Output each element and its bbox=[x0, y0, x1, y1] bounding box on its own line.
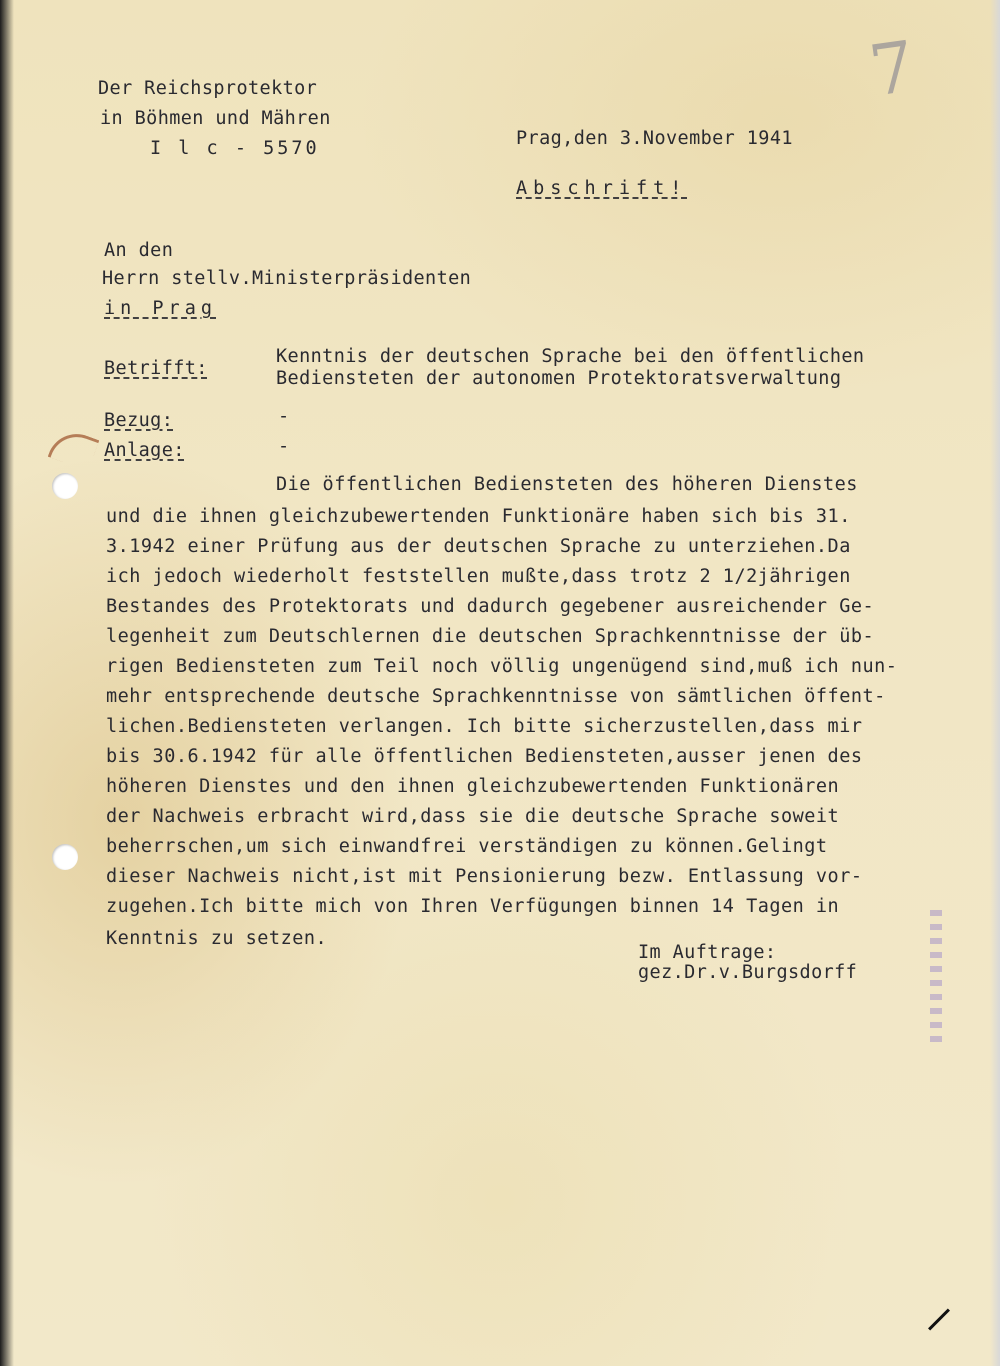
body-line: der Nachweis erbracht wird,dass sie die deutsche Sprache soweit bbox=[106, 806, 840, 827]
body-line: und die ihnen gleichzubewertenden Funktionäre haben sich bis 31. bbox=[106, 506, 851, 527]
body-line: mehr entsprechende deutsche Sprachkenntnisse von sämtlichen öffent- bbox=[106, 686, 886, 707]
handwritten-page-number: 7 bbox=[864, 25, 921, 113]
body-line: beherrschen,um sich einwandfrei verständigen zu können.Gelingt bbox=[106, 836, 828, 857]
body-line: Die öffentlichen Bediensteten des höheren Dienstes bbox=[276, 474, 858, 495]
body-line: dieser Nachweis nicht,ist mit Pensionierung bezw. Entlassung vor- bbox=[106, 866, 863, 887]
body-line: rigen Bediensteten zum Teil noch völlig ungenügend sind,muß ich nun- bbox=[106, 656, 898, 677]
signature-line-1: Im Auftrage: bbox=[638, 942, 777, 963]
recipient-line-3: in Prag bbox=[104, 298, 217, 319]
signature-line-2: gez.Dr.v.Burgsdorff bbox=[638, 962, 858, 983]
scan-edge-right bbox=[990, 0, 1000, 1366]
attachment-value: - bbox=[278, 436, 290, 457]
subject-line-1: Kenntnis der deutschen Sprache bei den öffentlichen bbox=[276, 346, 865, 367]
copy-mark: Abschrift! bbox=[516, 178, 688, 199]
reference-value: - bbox=[278, 406, 290, 427]
punch-hole-bottom bbox=[52, 844, 78, 870]
body-line: zugehen.Ich bitte mich von Ihren Verfügungen binnen 14 Tagen in bbox=[106, 896, 840, 917]
recipient-line-2: Herrn stellv.Ministerpräsidenten bbox=[102, 268, 472, 289]
rust-stain bbox=[48, 426, 100, 472]
scan-edge-left bbox=[0, 0, 14, 1366]
letterhead-line-2: in Böhmen und Mähren bbox=[100, 108, 331, 129]
subject-line-2: Bediensteten der autonomen Protektoratsverwaltung bbox=[276, 368, 842, 389]
place-date: Prag,den 3.November 1941 bbox=[516, 128, 793, 149]
pen-mark bbox=[928, 1309, 950, 1331]
body-line: legenheit zum Deutschlernen die deutschen Sprachkenntnisse der üb- bbox=[106, 626, 875, 647]
punch-hole-top bbox=[52, 473, 78, 499]
body-line: höheren Dienstes und den ihnen gleichzubewertenden Funktionären bbox=[106, 776, 840, 797]
subject-label: Betrifft: bbox=[104, 358, 208, 379]
faded-stamp-marks bbox=[930, 910, 942, 1050]
letterhead-reference: I l c - 5570 bbox=[150, 138, 320, 159]
body-line: bis 30.6.1942 für alle öffentlichen Bediensteten,ausser jenen des bbox=[106, 746, 863, 767]
body-line: Bestandes des Protektorats und dadurch gegebener ausreichender Ge- bbox=[106, 596, 875, 617]
attachment-label: Anlage: bbox=[104, 440, 185, 461]
body-line: ich jedoch wiederholt feststellen mußte,dass trotz 2 1/2jährigen bbox=[106, 566, 851, 587]
reference-label: Bezug: bbox=[104, 410, 174, 431]
body-line: lichen.Bediensteten verlangen. Ich bitte sicherzustellen,dass mir bbox=[106, 716, 863, 737]
letterhead-line-1: Der Reichsprotektor bbox=[98, 78, 318, 99]
body-line: Kenntnis zu setzen. bbox=[106, 928, 328, 949]
body-line: 3.1942 einer Prüfung aus der deutschen Sprache zu unterziehen.Da bbox=[106, 536, 851, 557]
recipient-line-1: An den bbox=[104, 240, 174, 261]
